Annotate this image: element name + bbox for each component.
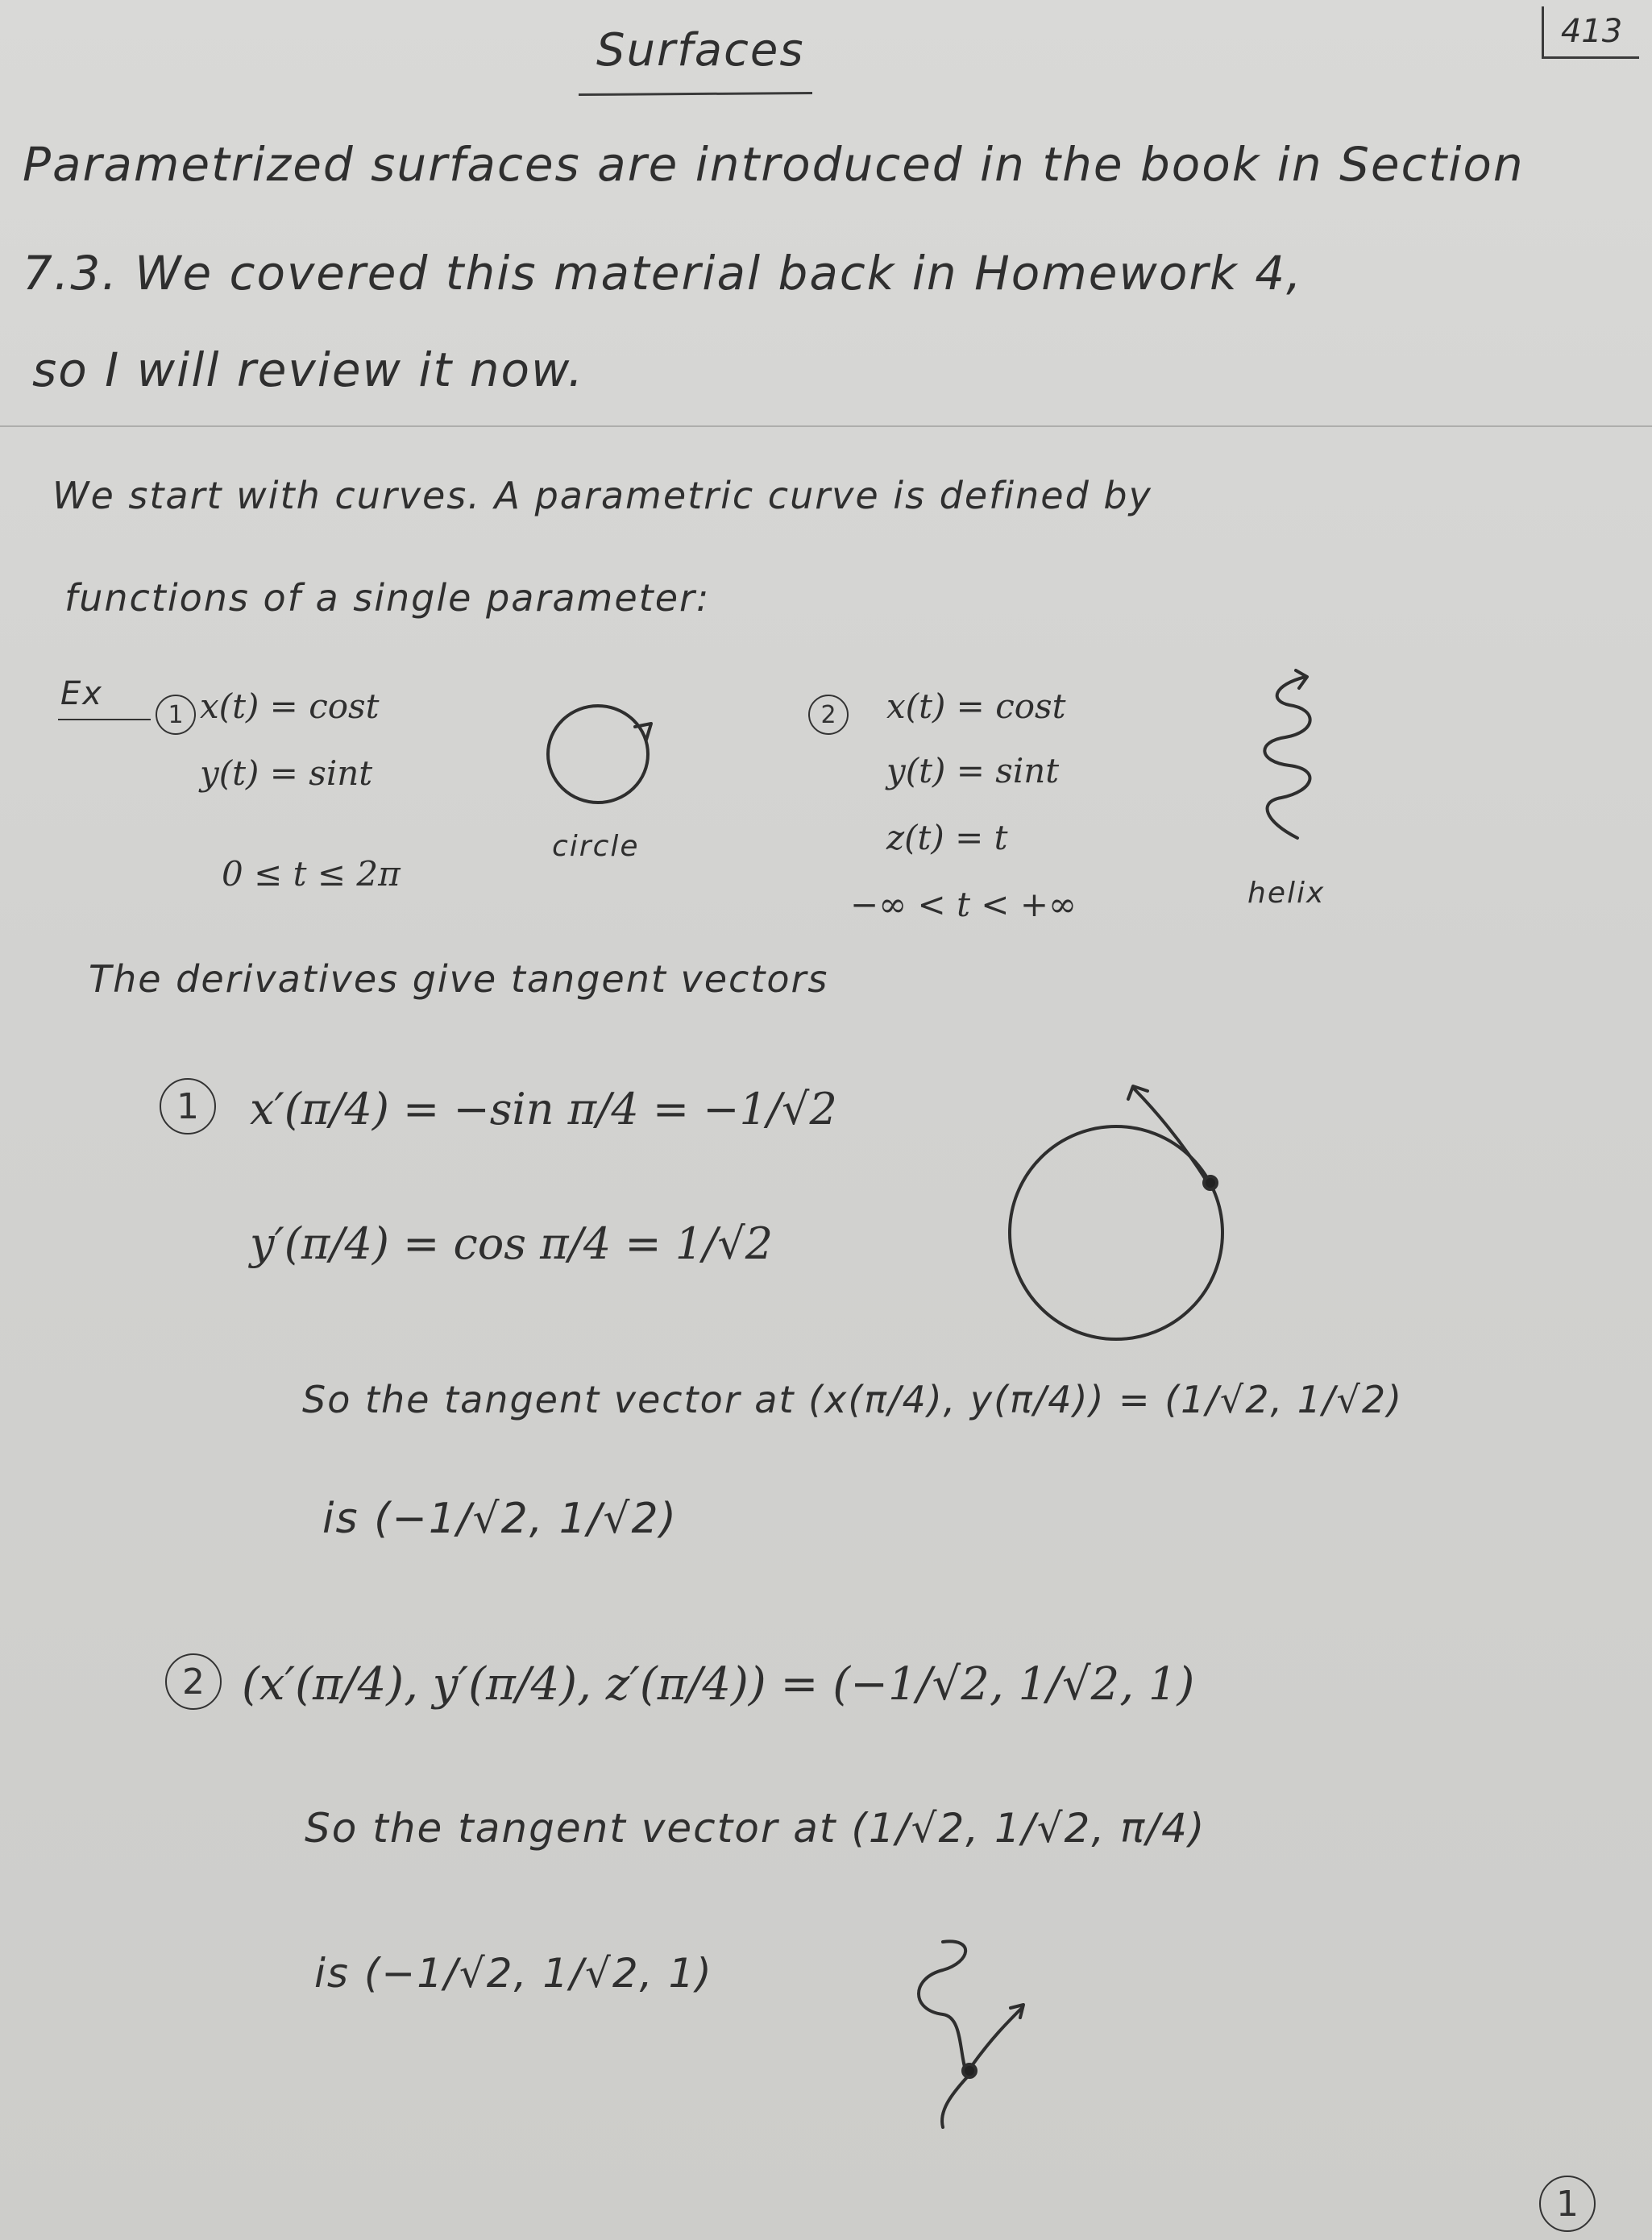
derivatives-heading: The derivatives give tangent vectors xyxy=(89,957,829,1001)
intro-line-3: so I will review it now. xyxy=(32,342,585,397)
helix-caption: helix xyxy=(1247,877,1326,910)
section-divider xyxy=(0,425,1652,427)
example-1-y: y(t) = sint xyxy=(200,753,373,793)
is-line-2: is (−1/√2, 1/√2, 1) xyxy=(314,1950,713,1997)
tangent-helix-sketch xyxy=(894,1934,1040,2143)
intro-line-1: Parametrized surfaces are introduced in the book in Section xyxy=(23,137,1525,192)
derivative-1-y: y′(π/4) = cos π/4 = 1/√2 xyxy=(250,1218,774,1269)
page-title: Surfaces xyxy=(596,24,805,77)
page-number: 1 xyxy=(1539,2176,1596,2232)
example-underline xyxy=(58,719,151,720)
tangent-circle-sketch xyxy=(991,1064,1233,1354)
example-label: Ex xyxy=(60,675,103,712)
intro-line-2: 7.3. We covered this material back in Homework 4, xyxy=(23,246,1303,301)
is-line-1: is (−1/√2, 1/√2) xyxy=(322,1495,678,1543)
derivative-1-number: 1 xyxy=(160,1078,216,1135)
example-1-x: x(t) = cost xyxy=(200,687,380,726)
circle-caption: circle xyxy=(552,830,640,863)
curves-line-2: functions of a single parameter: xyxy=(64,576,711,620)
derivative-1-x: x′(π/4) = −sin π/4 = −1/√2 xyxy=(250,1084,837,1135)
example-2-number: 2 xyxy=(808,695,849,735)
so-line-2: So the tangent vector at (1/√2, 1/√2, π/4) xyxy=(305,1805,1206,1852)
example-2-x: x(t) = cost xyxy=(886,687,1066,726)
page-box: 413 xyxy=(1542,6,1639,59)
helix-sketch xyxy=(1233,661,1346,870)
example-1-number: 1 xyxy=(156,695,196,735)
example-1-range: 0 ≤ t ≤ 2π xyxy=(222,854,401,894)
circle-sketch xyxy=(532,693,669,822)
title-underline xyxy=(579,92,812,96)
derivative-2-vector: (x′(π/4), y′(π/4), z′(π/4)) = (−1/√2, 1/√2, 1) xyxy=(242,1658,1195,1711)
derivative-2-number: 2 xyxy=(165,1653,222,1710)
so-line-1: So the tangent vector at (x(π/4), y(π/4)) = (1/√2, 1/√2) xyxy=(302,1378,1404,1421)
example-2-z: z(t) = t xyxy=(886,818,1008,857)
curves-line-1: We start with curves. A parametric curve is defined by xyxy=(52,474,1152,517)
example-2-range: −∞ < t < +∞ xyxy=(850,885,1077,924)
example-2-y: y(t) = sint xyxy=(886,751,1060,790)
